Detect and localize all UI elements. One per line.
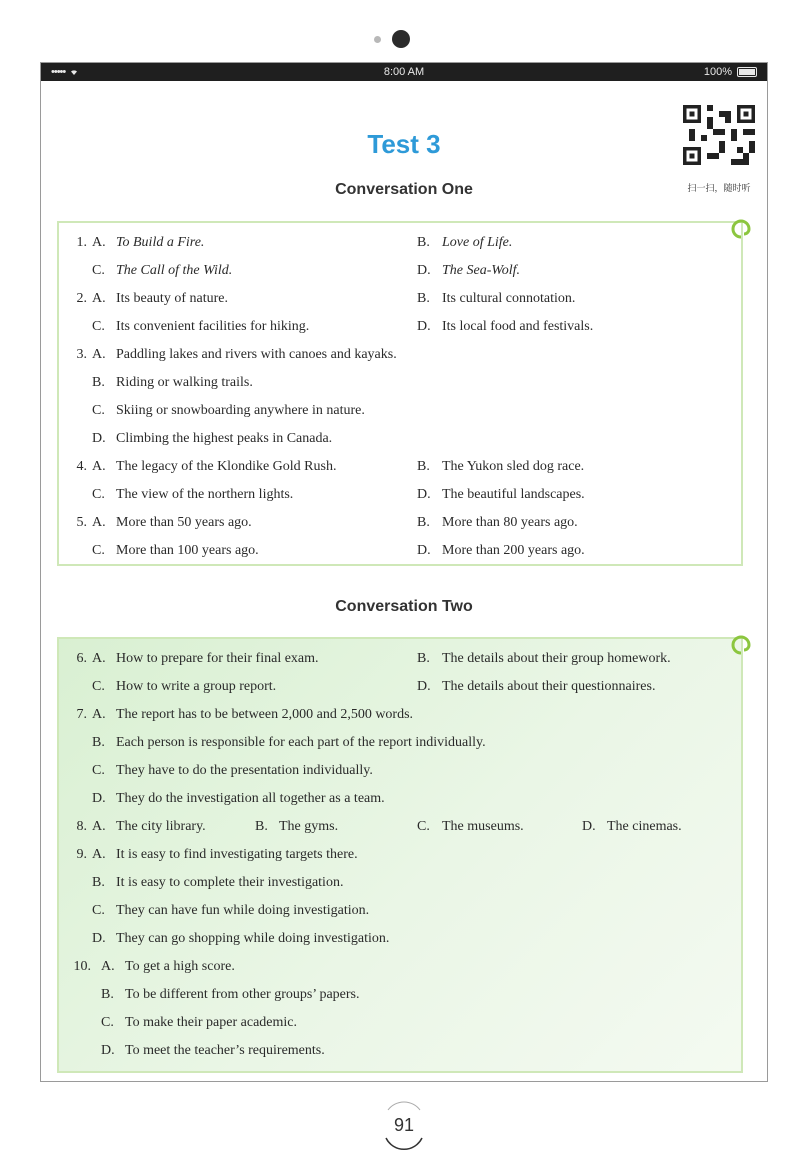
option-4a[interactable]: The legacy of the Klondike Gold Rush. [116, 459, 337, 474]
option-6a[interactable]: How to prepare for their final exam. [116, 651, 319, 666]
qr-caption: 扫一扫，随时听 [687, 184, 751, 194]
battery-icon [737, 67, 757, 77]
option-4c[interactable]: The view of the northern lights. [116, 487, 294, 502]
option-1c[interactable]: The Call of the Wild. [116, 263, 233, 278]
option-3c[interactable]: Skiing or snowboarding anywhere in nature. [116, 403, 365, 418]
option-8b[interactable]: The gyms. [279, 819, 339, 834]
option-2d[interactable]: Its local food and festivals. [442, 319, 594, 334]
question-2-row2: C. Its convenient facilities for hiking. D. Its local food and festivals. [59, 313, 741, 341]
question-3: 3. A. Paddling lakes and rivers with canoes and kayaks. [59, 341, 741, 369]
question-9-row3: C. They can have fun while doing investigation. [59, 897, 741, 925]
conversation-two-heading: Conversation Two [335, 598, 473, 615]
question-3-row4: D. Climbing the highest peaks in Canada. [59, 425, 741, 453]
option-6c[interactable]: How to write a group report. [116, 679, 277, 694]
option-7c[interactable]: They have to do the presentation individually. [116, 763, 373, 778]
question-10-row4: D. To meet the teacher’s requirements. [59, 1037, 741, 1065]
question-7-row2: B. Each person is responsible for each part of the report individually. [59, 729, 741, 757]
option-3b[interactable]: Riding or walking trails. [116, 375, 253, 390]
page-title: Test 3 [367, 129, 441, 159]
question-3-row3: C. Skiing or snowboarding anywhere in nature. [59, 397, 741, 425]
question-9-row2: B. It is easy to complete their investigation. [59, 869, 741, 897]
option-9b[interactable]: It is easy to complete their investigation. [116, 875, 344, 890]
option-1d[interactable]: The Sea-Wolf. [442, 263, 521, 278]
question-4-row2: C. The view of the northern lights. D. The beautiful landscapes. [59, 481, 741, 509]
conversation-one-heading: Conversation One [335, 181, 473, 198]
camera-lens [392, 30, 410, 48]
status-time: 8:00 AM [383, 66, 425, 78]
question-1-row2: C. The Call of the Wild. D. The Sea-Wolf. [59, 257, 741, 285]
conversation-one-questions [57, 221, 743, 566]
option-8c[interactable]: The museums. [442, 819, 524, 834]
option-3d[interactable]: Climbing the highest peaks in Canada. [116, 431, 333, 446]
battery-percent: 100% [703, 66, 732, 78]
option-4d[interactable]: The beautiful landscapes. [442, 487, 585, 502]
conversation-two-questions [57, 637, 743, 1073]
question-7: 7. A. The report has to be between 2,000 and 2,500 words. [59, 701, 741, 729]
question-9-row4: D. They can go shopping while doing investigation. [59, 925, 741, 953]
option-9d[interactable]: They can go shopping while doing investigation. [116, 931, 390, 946]
option-7b[interactable]: Each person is responsible for each part of the report individually. [116, 735, 486, 750]
device-camera [370, 27, 430, 51]
tablet-screen [40, 62, 768, 1082]
qr-code-icon[interactable] [683, 105, 755, 165]
option-9c[interactable]: They can have fun while doing investigation. [116, 903, 370, 918]
signal-indicator [51, 66, 79, 78]
option-2b[interactable]: Its cultural connotation. [442, 291, 576, 306]
question-6-row2: C. How to write a group report. D. The details about their questionnaires. [59, 673, 741, 701]
option-5c[interactable]: More than 100 years ago. [116, 543, 259, 558]
page-number: 91 [393, 1115, 415, 1135]
status-bar [41, 63, 767, 81]
option-9a[interactable]: It is easy to find investigating targets there. [116, 847, 358, 862]
option-1a[interactable]: To Build a Fire. [116, 235, 205, 250]
question-7-row4: D. They do the investigation all together as a team. [59, 785, 741, 813]
option-3a[interactable]: Paddling lakes and rivers with canoes and kayaks. [116, 347, 397, 362]
option-10b[interactable]: To be different from other groups’ papers. [125, 987, 360, 1002]
option-7d[interactable]: They do the investigation all together as a team. [116, 791, 385, 806]
option-10a[interactable]: To get a high score. [125, 959, 235, 974]
option-10c[interactable]: To make their paper academic. [125, 1015, 297, 1030]
question-7-row3: C. They have to do the presentation individually. [59, 757, 741, 785]
option-5b[interactable]: More than 80 years ago. [442, 515, 578, 530]
question-3-row2: B. Riding or walking trails. [59, 369, 741, 397]
signal-dots: ••••• [51, 66, 66, 78]
question-10-row2: B. To be different from other groups’ papers. [59, 981, 741, 1009]
question-5: 5. A. More than 50 years ago. B. More than 80 years ago. [59, 509, 741, 537]
question-10-row3: C. To make their paper academic. [59, 1009, 741, 1037]
option-8d[interactable]: The cinemas. [607, 819, 682, 834]
question-10: 10. A. To get a high score. [59, 953, 741, 981]
question-8: 8. A. The city library. B. The gyms. C. The museums. D. The cinemas. [59, 813, 741, 841]
option-8a[interactable]: The city library. [116, 819, 206, 834]
option-10d[interactable]: To meet the teacher’s requirements. [125, 1043, 325, 1058]
option-7a[interactable]: The report has to be between 2,000 and 2,500 words. [116, 707, 414, 722]
question-4: 4. A. The legacy of the Klondike Gold Rush. B. The Yukon sled dog race. [59, 453, 741, 481]
page-number-badge [374, 1098, 434, 1152]
question-9: 9. A. It is easy to find investigating targets there. [59, 841, 741, 869]
question-5-row2: C. More than 100 years ago. D. More than 200 years ago. [59, 537, 741, 565]
option-5d[interactable]: More than 200 years ago. [442, 543, 585, 558]
option-2a[interactable]: Its beauty of nature. [116, 291, 228, 306]
option-6d[interactable]: The details about their questionnaires. [442, 679, 656, 694]
camera-sensor [374, 36, 381, 43]
question-6: 6. A. How to prepare for their final exam. B. The details about their group homework. [59, 645, 741, 673]
option-2c[interactable]: Its convenient facilities for hiking. [116, 319, 310, 334]
option-5a[interactable]: More than 50 years ago. [116, 515, 252, 530]
option-1b[interactable]: Love of Life. [442, 235, 513, 250]
wifi-icon [69, 68, 79, 76]
option-6b[interactable]: The details about their group homework. [442, 651, 671, 666]
question-1: 1. A. To Build a Fire. B. Love of Life. [59, 229, 741, 257]
option-4b[interactable]: The Yukon sled dog race. [442, 459, 585, 474]
question-2: 2. A. Its beauty of nature. B. Its cultural connotation. [59, 285, 741, 313]
